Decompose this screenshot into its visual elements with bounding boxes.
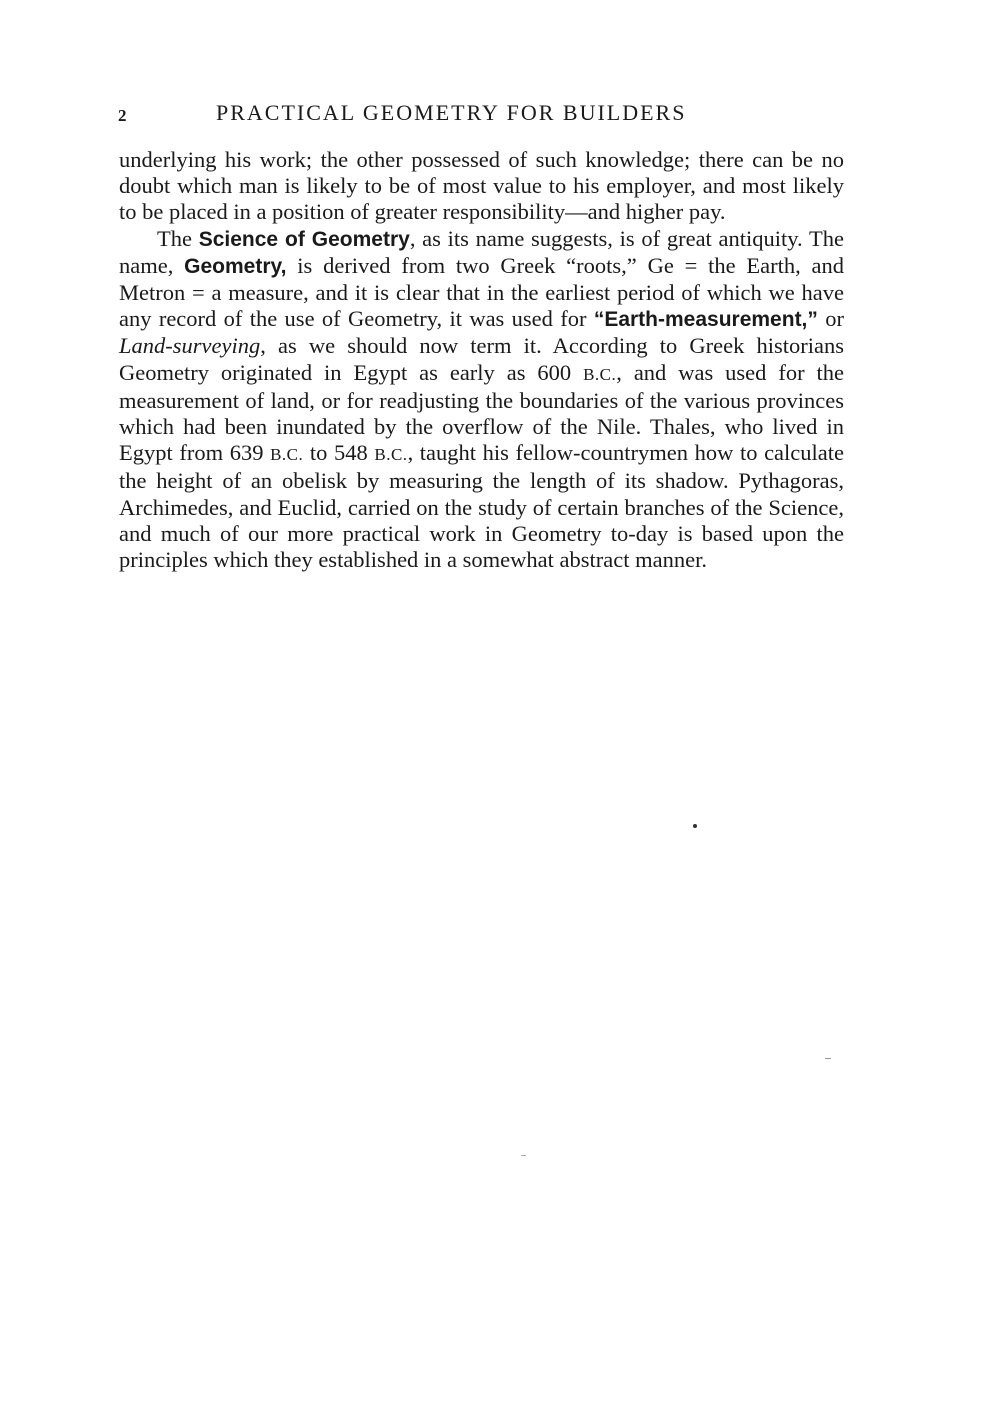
page-number: 2 — [118, 106, 127, 125]
text-span: or — [817, 306, 844, 332]
scan-speck — [693, 824, 697, 828]
bold-term-geometry: Geometry, — [184, 254, 287, 278]
italic-term-land-surveying: Land-surveying — [119, 333, 261, 359]
paragraph-1: underlying his work; the other possessed of such knowledge; there can be no doubt which man is likely to be of most value to his employer, and most likely to be placed in a position of greater responsibility—and higher pay. — [119, 147, 844, 225]
text-span: , as we should now term it. According to Greek historians Geometry originated in Egypt as early as 600 — [119, 333, 844, 385]
abbrev-bc: B.C. — [583, 364, 617, 384]
bold-term-earth-measurement: “Earth-measurement,” — [593, 308, 818, 332]
paragraph-2 — [119, 226, 844, 574]
abbrev-bc: B.C. — [374, 445, 408, 465]
text-span: The — [157, 225, 199, 251]
text-span: , and was used for the measurement of land, or for readjusting the boundaries of the various provinces which had been inundated by the overflow of the Nile. Thales, who lived in Egypt from 639 — [119, 359, 844, 466]
text-span: to 548 — [303, 440, 375, 466]
scan-speck — [521, 1155, 526, 1156]
body-text — [119, 147, 844, 573]
running-header — [118, 100, 844, 134]
bold-term-science-of-geometry: Science of Geometry — [198, 227, 410, 251]
text-span: , as its name suggests, is of great antiquity. The name, — [119, 225, 844, 278]
abbrev-bc: B.C. — [270, 445, 304, 465]
running-title: PRACTICAL GEOMETRY FOR BUILDERS — [216, 100, 687, 125]
text-span: is derived from two Greek “roots,” Ge = the Earth, and Metron = a measure, and it is clear that in the earliest period of which we have any record of the use of Geometry, it was used for — [119, 252, 844, 332]
text-span: , taught his fellow-countrymen how to calculate the height of an obelisk by measuring the length of its shadow. Pythagoras, Archimedes, and Euclid, carried on the study of certain branches of the Science, and much of our more practical work in Geometry to-day is based upon the principles which they established in a somewhat abstract manner. — [119, 440, 844, 573]
scan-speck — [825, 1058, 831, 1059]
